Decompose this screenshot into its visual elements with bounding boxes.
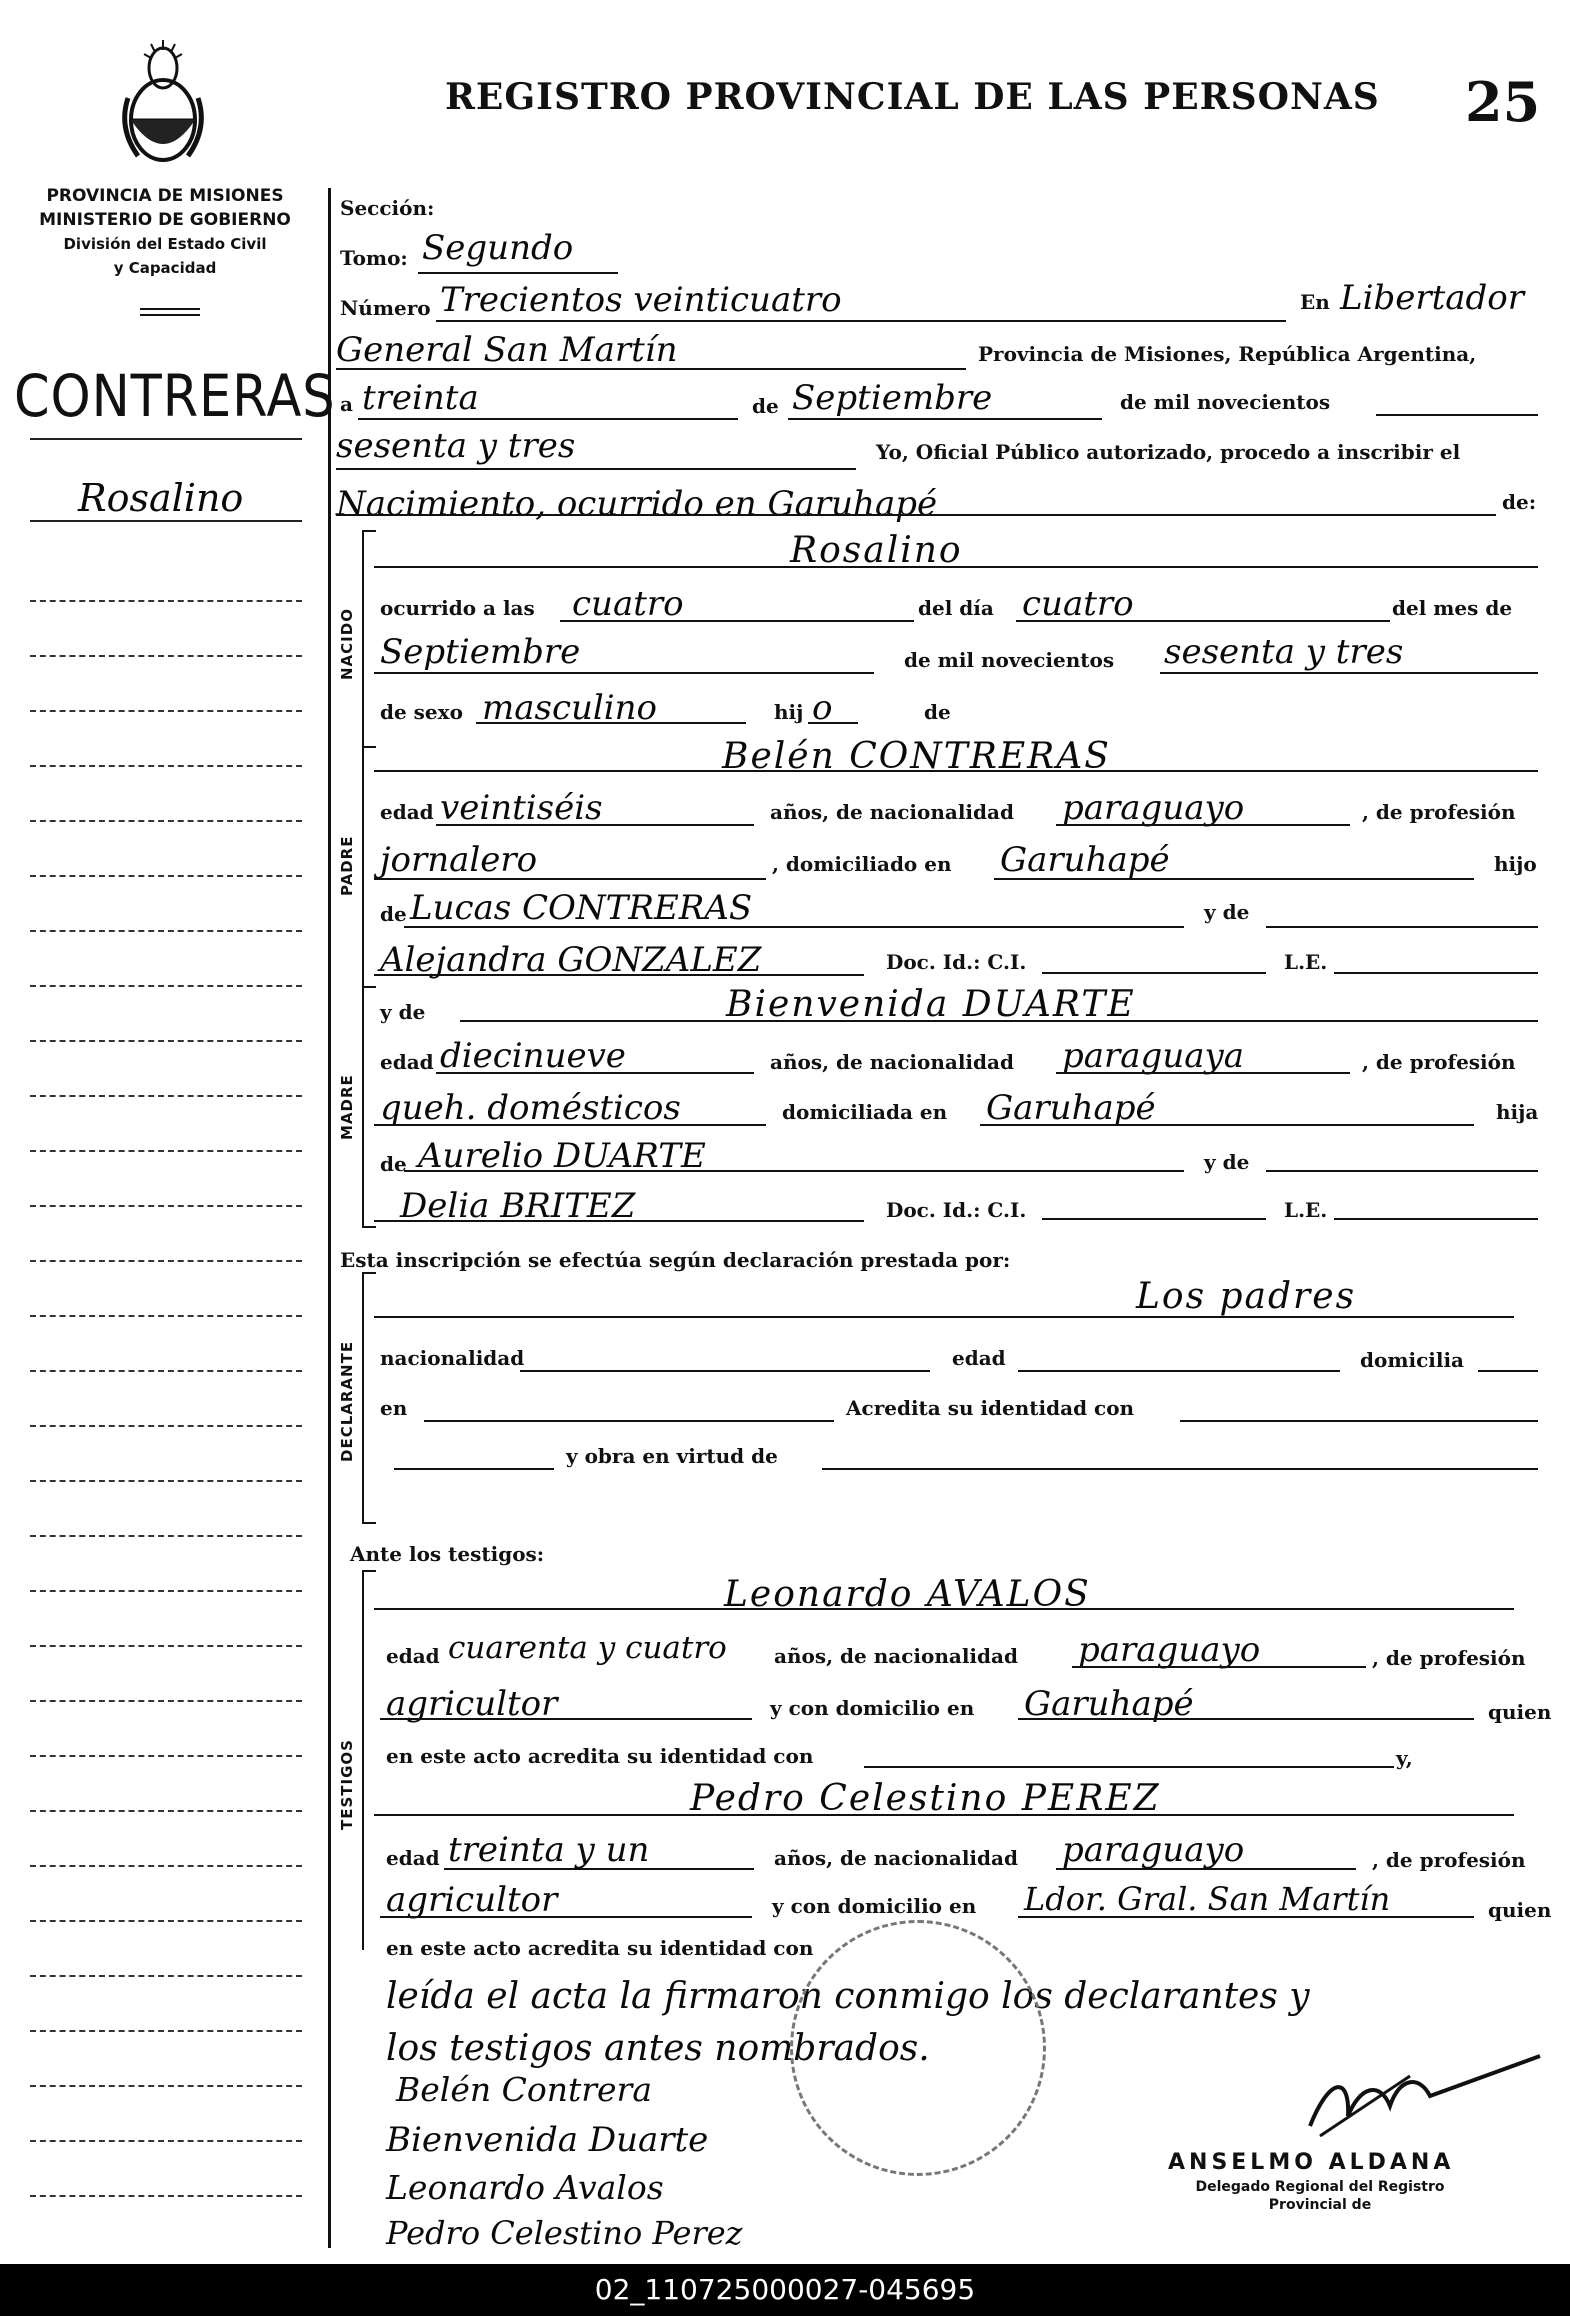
signature-padre: Belén Contrera — [396, 2070, 652, 2109]
padre-nacionalidad-value: paraguayo — [1062, 788, 1245, 828]
hij-value: o — [812, 688, 833, 728]
madre-mother-value: Delia BRITEZ — [400, 1186, 636, 1226]
margin-rule — [30, 1150, 302, 1152]
padre-le-label: L.E. — [1284, 950, 1328, 974]
margin-rule — [30, 1700, 302, 1702]
madre-edad-value: diecinueve — [440, 1036, 626, 1076]
padre-section-label: PADRE — [338, 835, 356, 896]
margin-rule — [30, 1040, 302, 1042]
madre-name: Bienvenida DUARTE — [726, 984, 1136, 1025]
testigo1-profesion-value: agricultor — [386, 1684, 558, 1724]
province-block — [20, 184, 310, 280]
declarante-obra-label: y obra en virtud de — [566, 1444, 778, 1468]
testigo1-nacionalidad-value: paraguayo — [1078, 1630, 1261, 1670]
closing-line-1: leída el acta la firmaron conmigo los declarantes y — [386, 1976, 1310, 2017]
field-line — [1334, 1218, 1538, 1220]
field-line — [424, 1420, 834, 1422]
nacido-de-label: de — [924, 700, 951, 724]
testigos-section-label: TESTIGOS — [338, 1739, 356, 1830]
margin-rule — [30, 1315, 302, 1317]
official-stamp — [790, 1920, 1046, 2176]
field-line — [1334, 972, 1538, 974]
testigo1-edad-value: cuarenta y cuatro — [448, 1630, 727, 1666]
sexo-value: masculino — [482, 688, 658, 728]
testigo1-name: Leonardo AVALOS — [724, 1574, 1091, 1615]
madre-domicilio-label: domiciliada en — [782, 1100, 948, 1124]
signature-testigo-1: Leonardo Avalos — [386, 2168, 664, 2207]
provincia-label: Provincia de Misiones, República Argentina, — [978, 342, 1477, 366]
field-line — [374, 1316, 1514, 1318]
field-line — [864, 1766, 1394, 1768]
padre-name: Belén CONTRERAS — [722, 736, 1111, 777]
divider — [140, 308, 200, 310]
testigo1-domicilio-label: y con domicilio en — [770, 1696, 975, 1720]
province-line-4: y Capacidad — [113, 259, 217, 277]
declarante-nacionalidad-label: nacionalidad — [380, 1346, 525, 1370]
padre-anos-label: años, de nacionalidad — [770, 800, 1014, 824]
testigo2-anos-label: años, de nacionalidad — [774, 1846, 1018, 1870]
field-line — [374, 1608, 1514, 1610]
testigo2-profesion-label: , de profesión — [1372, 1848, 1526, 1872]
testigo2-edad-label: edad — [386, 1846, 440, 1870]
testigo1-domicilio-value: Garuhapé — [1024, 1684, 1194, 1724]
margin-rule — [30, 1755, 302, 1757]
field-line — [436, 824, 754, 826]
padre-edad-value: veintiséis — [440, 788, 603, 828]
margin-rule — [30, 1865, 302, 1867]
field-line — [1056, 1868, 1356, 1870]
testigo2-name: Pedro Celestino PEREZ — [690, 1778, 1161, 1819]
field-line — [374, 1124, 766, 1126]
testigos-bracket — [362, 1570, 376, 1950]
day-of-birth-value: cuatro — [1022, 584, 1134, 624]
official-role-line-2: Provincial de — [1268, 2197, 1372, 2213]
declarante-section-label: DECLARANTE — [338, 1340, 356, 1462]
field-line — [336, 514, 1496, 516]
field-line — [374, 672, 874, 674]
del-dia-label: del día — [918, 596, 994, 620]
field-line — [374, 1220, 864, 1222]
padre-doc-label: Doc. Id.: C.I. — [886, 950, 1027, 974]
field-line — [436, 320, 1286, 322]
field-line — [374, 566, 1538, 568]
padre-domicilio-value: Garuhapé — [1000, 840, 1170, 880]
margin-rule — [30, 875, 302, 877]
field-line — [1042, 1218, 1266, 1220]
field-line — [374, 974, 864, 976]
field-line — [460, 1020, 1538, 1022]
madre-y-de-label: y de — [380, 1000, 426, 1024]
field-line — [418, 272, 618, 274]
nacido-bracket — [362, 530, 376, 748]
margin-rule — [30, 820, 302, 822]
place-value: General San Martín — [336, 330, 678, 370]
field-line — [788, 418, 1102, 420]
field-line — [1018, 1916, 1474, 1918]
tomo-value: Segundo — [422, 228, 574, 268]
field-line — [380, 1916, 752, 1918]
madre-de-label: de — [380, 1152, 407, 1176]
margin-rule — [30, 2085, 302, 2087]
padre-profesion-label: , de profesión — [1362, 800, 1516, 824]
margin-rule — [30, 1810, 302, 1812]
madre-anos-label: años, de nacionalidad — [770, 1050, 1014, 1074]
divider — [140, 314, 200, 316]
margin-rule — [30, 2195, 302, 2197]
margin-rule — [30, 1535, 302, 1537]
madre-father-value: Aurelio DUARTE — [418, 1136, 706, 1176]
madre-section-label: MADRE — [338, 1074, 356, 1140]
margin-rule — [30, 1480, 302, 1482]
field-line — [336, 368, 966, 370]
field-line — [1042, 972, 1266, 974]
hij-label: hij — [774, 700, 804, 724]
madre-hija-label: hija — [1496, 1100, 1539, 1124]
field-line — [1018, 1718, 1474, 1720]
field-line — [358, 418, 738, 420]
field-line — [374, 878, 766, 880]
province-line-2: MINISTERIO DE GOBIERNO — [39, 210, 291, 230]
margin-rule — [30, 2030, 302, 2032]
signature-testigo-2: Pedro Celestino Perez — [386, 2214, 743, 2252]
margin-rule — [30, 1425, 302, 1427]
field-line — [1376, 414, 1538, 416]
official-name: ANSELMO ALDANA — [1168, 2150, 1455, 2175]
margin-rule — [30, 2140, 302, 2142]
declarante-domicilio-label: domicilia — [1360, 1348, 1465, 1372]
oficial-label: Yo, Oficial Público autorizado, procedo a inscribir el — [876, 440, 1461, 464]
year-value: sesenta y tres — [336, 426, 576, 466]
official-role — [1140, 2178, 1500, 2214]
field-line — [374, 1814, 1514, 1816]
testigo1-acredita-label: en este acto acredita su identidad con — [386, 1744, 814, 1768]
field-line — [1056, 1072, 1350, 1074]
padre-bracket — [362, 740, 376, 988]
event-value: Nacimiento, ocurrido en Garuhapé — [336, 484, 938, 524]
coat-of-arms-emblem — [118, 38, 208, 168]
field-line — [560, 620, 914, 622]
testigo2-domicilio-label: y con domicilio en — [772, 1894, 977, 1918]
declarante-intro: Esta inscripción se efectúa según declaración prestada por: — [340, 1248, 1011, 1272]
field-line — [336, 468, 856, 470]
padre-father-value: Lucas CONTRERAS — [410, 888, 753, 928]
madre-le-label: L.E. — [1284, 1198, 1328, 1222]
field-line — [374, 770, 1538, 772]
madre-edad-label: edad — [380, 1050, 434, 1074]
declarante-value: Los padres — [1136, 1276, 1357, 1317]
madre-bracket — [362, 986, 376, 1228]
madre-profesion-value: queh. domésticos — [380, 1088, 681, 1128]
madre-nacionalidad-value: paraguaya — [1062, 1036, 1244, 1076]
field-line — [994, 878, 1474, 880]
document-id-bar: 02_110725000027-045695 — [0, 2264, 1570, 2316]
madre-y-de2-label: y de — [1204, 1150, 1250, 1174]
padre-hijo-label: hijo — [1494, 852, 1537, 876]
del-mes-label: del mes de — [1392, 596, 1513, 620]
field-line — [980, 1124, 1474, 1126]
margin-rule — [30, 1205, 302, 1207]
registry-title: REGISTRO PROVINCIAL DE LAS PERSONAS — [445, 76, 1380, 118]
margin-rule — [30, 1370, 302, 1372]
declarante-acredita-label: Acredita su identidad con — [846, 1396, 1135, 1420]
testigo1-edad-label: edad — [386, 1644, 440, 1668]
testigo2-nacionalidad-value: paraguayo — [1062, 1830, 1245, 1870]
field-line — [822, 1468, 1538, 1470]
closing-line-2: los testigos antes nombrados. — [386, 2028, 930, 2069]
field-line — [404, 926, 1184, 928]
margin-rule — [30, 1920, 302, 1922]
field-line — [394, 1468, 554, 1470]
margin-line — [30, 520, 302, 522]
margin-rule — [30, 930, 302, 932]
day-value: treinta — [362, 378, 479, 418]
en-value: Libertador — [1340, 278, 1525, 318]
margin-surname: CONTRERAS — [14, 362, 336, 430]
margin-rule — [30, 985, 302, 987]
field-line — [1160, 672, 1538, 674]
margin-rule — [30, 1975, 302, 1977]
field-line — [1056, 824, 1350, 826]
margin-rule — [30, 655, 302, 657]
field-line — [808, 722, 858, 724]
mil-label: de mil novecientos — [1120, 390, 1331, 414]
field-line — [1016, 620, 1390, 622]
province-line-1: PROVINCIA DE MISIONES — [46, 186, 284, 206]
de-label: de — [752, 394, 779, 418]
month-value: Septiembre — [792, 378, 993, 418]
padre-edad-label: edad — [380, 800, 434, 824]
margin-rule — [30, 1645, 302, 1647]
testigo1-y-label: y, — [1396, 1746, 1413, 1770]
en-label: En — [1300, 290, 1330, 314]
birth-month-value: Septiembre — [380, 632, 581, 672]
margin-given-name: Rosalino — [78, 476, 244, 520]
padre-mother-value: Alejandra GONZALEZ — [380, 940, 762, 980]
madre-profesion-label: , de profesión — [1362, 1050, 1516, 1074]
testigo1-quien-label: quien — [1488, 1700, 1552, 1724]
margin-rule — [30, 710, 302, 712]
padre-domicilio-label: , domiciliado en — [772, 852, 952, 876]
field-line — [1072, 1666, 1366, 1668]
ocurrido-label: ocurrido a las — [380, 596, 535, 620]
hour-value: cuatro — [572, 584, 684, 624]
field-line — [436, 1072, 754, 1074]
testigo2-edad-value: treinta y un — [448, 1830, 650, 1870]
padre-de-label: de — [380, 902, 407, 926]
birth-mil-label: de mil novecientos — [904, 648, 1115, 672]
testigo2-acredita-label: en este acto acredita su identidad con — [386, 1936, 814, 1960]
testigo2-quien-label: quien — [1488, 1898, 1552, 1922]
testigo1-profesion-label: , de profesión — [1372, 1646, 1526, 1670]
de-colon-label: de: — [1502, 490, 1537, 514]
field-line — [1018, 1370, 1340, 1372]
declarante-en-label: en — [380, 1396, 408, 1420]
field-line — [476, 722, 746, 724]
field-line — [1266, 1170, 1538, 1172]
nacido-section-label: NACIDO — [338, 608, 356, 680]
field-line — [1266, 926, 1538, 928]
a-label: a — [340, 392, 353, 416]
field-line — [1478, 1370, 1538, 1372]
testigo2-domicilio-value: Ldor. Gral. San Martín — [1024, 1880, 1391, 1918]
padre-y-de-label: y de — [1204, 900, 1250, 924]
testigo2-profesion-value: agricultor — [386, 1880, 558, 1920]
field-line — [520, 1370, 930, 1372]
margin-rule — [30, 1590, 302, 1592]
page-number: 25 — [1465, 70, 1541, 134]
field-line — [380, 1718, 752, 1720]
margin-line — [30, 438, 302, 440]
margin-rule — [30, 600, 302, 602]
tomo-label: Tomo: — [340, 246, 408, 270]
numero-label: Número — [340, 296, 431, 320]
margin-rule — [30, 765, 302, 767]
official-signature-scribble — [1290, 2036, 1550, 2156]
nacido-name: Rosalino — [790, 530, 963, 571]
madre-domicilio-value: Garuhapé — [986, 1088, 1156, 1128]
sexo-label: de sexo — [380, 700, 463, 724]
seccion-label: Sección: — [340, 196, 435, 220]
margin-rule — [30, 1260, 302, 1262]
official-role-line-1: Delegado Regional del Registro — [1195, 2179, 1445, 2195]
field-line — [404, 1170, 1184, 1172]
field-line — [1180, 1420, 1538, 1422]
declarante-bracket — [362, 1272, 376, 1524]
declarante-edad-label: edad — [952, 1346, 1006, 1370]
testigo1-anos-label: años, de nacionalidad — [774, 1644, 1018, 1668]
province-line-3: División del Estado Civil — [63, 235, 267, 253]
margin-rule — [30, 1095, 302, 1097]
signature-madre: Bienvenida Duarte — [386, 2120, 709, 2160]
field-line — [444, 1868, 754, 1870]
madre-doc-label: Doc. Id.: C.I. — [886, 1198, 1027, 1222]
testigos-intro: Ante los testigos: — [350, 1542, 545, 1566]
numero-value: Trecientos veinticuatro — [440, 280, 842, 320]
frame-vertical-line — [328, 188, 331, 2248]
birth-year-value: sesenta y tres — [1164, 632, 1404, 672]
padre-profesion-value: jornalero — [380, 840, 538, 880]
